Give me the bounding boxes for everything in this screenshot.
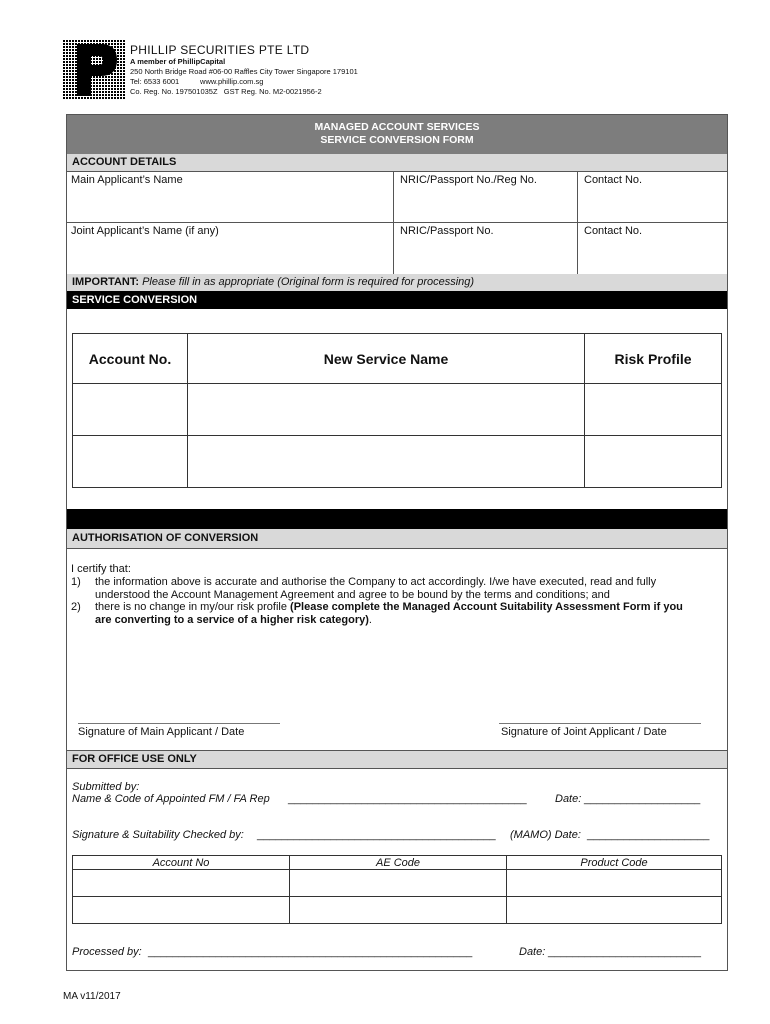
service-conversion-table	[72, 333, 722, 488]
form-title-line2: SERVICE CONVERSION FORM	[320, 134, 474, 146]
table-row	[73, 870, 722, 897]
registration-line: Co. Reg. No. 197501035Z GST Reg. No. M2-0021956-2	[130, 87, 322, 96]
form-title-band	[67, 115, 727, 154]
member-line: A member of PhillipCapital	[130, 57, 226, 66]
joint-nric-label: NRIC/Passport No.	[400, 225, 494, 237]
new-service-name-cell[interactable]	[188, 384, 585, 436]
signature-checked-input[interactable]: _______________________________________	[257, 829, 496, 841]
processed-by-input[interactable]: _____________________________________________________	[148, 946, 473, 958]
new-service-name-cell[interactable]	[188, 436, 585, 488]
column-header-account-no: Account No	[73, 856, 290, 870]
authorisation-heading: AUTHORISATION OF CONVERSION	[67, 529, 727, 548]
certify-item-2-end: .	[368, 613, 372, 626]
divider	[67, 171, 727, 172]
submitted-by-label: Submitted by:	[72, 781, 140, 793]
certify-item-1	[95, 576, 725, 601]
ae-code-cell[interactable]	[290, 870, 507, 897]
form-title-line1: MANAGED ACCOUNT SERVICES	[314, 121, 480, 133]
office-use-table	[72, 855, 722, 924]
name-code-label: Name & Code of Appointed FM / FA Rep	[72, 793, 270, 805]
divider	[67, 768, 727, 769]
divider	[67, 548, 727, 549]
account-no-cell[interactable]	[73, 897, 290, 924]
signature-line-main[interactable]	[78, 723, 280, 724]
processed-date-input[interactable]: _________________________	[548, 946, 701, 958]
black-separator-band	[67, 509, 727, 529]
account-no-cell[interactable]	[73, 384, 188, 436]
office-use-heading: FOR OFFICE USE ONLY	[67, 751, 727, 768]
important-band	[67, 274, 727, 291]
certify-item-1-line1: the information above is accurate and authorise the Company to act accordingly. I/we have executed, read and fully	[95, 576, 657, 588]
account-no-cell[interactable]	[73, 870, 290, 897]
mamo-date-input[interactable]: ____________________	[587, 829, 710, 841]
risk-profile-cell[interactable]	[585, 384, 722, 436]
form-version: MA v11/2017	[63, 991, 121, 1002]
certify-item-2-text: there is no change in my/our risk profile	[95, 601, 291, 613]
account-details-heading: ACCOUNT DETAILS	[67, 154, 727, 171]
address-line: 250 North Bridge Road #06-00 Raffles City Tower Singapore 179101	[130, 67, 358, 76]
main-contact-label: Contact No.	[584, 174, 643, 186]
important-text: Please fill in as appropriate (Original form is required for processing)	[142, 276, 475, 288]
company-address	[130, 67, 358, 97]
contact-line: Tel: 6533 6001 www.phillip.com.sg	[130, 77, 264, 86]
certify-intro: I certify that:	[71, 563, 131, 575]
column-header-risk-profile: Risk Profile	[585, 334, 722, 384]
table-header-row	[73, 856, 722, 870]
processed-by-label: Processed by:	[72, 946, 142, 958]
submitted-date-label: Date:	[555, 793, 582, 805]
signature-joint-label: Signature of Joint Applicant / Date	[501, 726, 667, 738]
table-row	[73, 436, 722, 488]
company-name: PHILLIP SECURITIES PTE LTD	[130, 43, 310, 57]
certify-item-1-line2: understood the Account Management Agreement and agree to be bound by the terms and conditions; and	[95, 588, 610, 601]
joint-contact-label: Contact No.	[584, 225, 643, 237]
submitted-date-input[interactable]: ___________________	[584, 793, 701, 805]
table-row	[73, 897, 722, 924]
main-applicant-name-label: Main Applicant’s Name	[71, 174, 183, 186]
divider	[67, 222, 727, 223]
important-label: IMPORTANT:	[72, 276, 140, 288]
column-header-new-service-name: New Service Name	[188, 334, 585, 384]
ae-code-cell[interactable]	[290, 897, 507, 924]
signature-main-label: Signature of Main Applicant / Date	[78, 726, 245, 738]
column-header-product-code: Product Code	[507, 856, 722, 870]
certify-item-2-note-cont: are converting to a service of a higher risk category)	[95, 613, 369, 626]
certify-item-2-number: 2)	[71, 601, 81, 613]
service-conversion-heading: SERVICE CONVERSION	[67, 291, 727, 309]
table-header-row	[73, 334, 722, 384]
mamo-date-label: (MAMO) Date:	[510, 829, 581, 841]
joint-applicant-name-label: Joint Applicant’s Name (if any)	[71, 225, 219, 237]
risk-profile-cell[interactable]	[585, 436, 722, 488]
signature-checked-label: Signature & Suitability Checked by:	[72, 829, 244, 841]
column-header-account-no: Account No.	[73, 334, 188, 384]
company-logo	[63, 40, 126, 100]
main-nric-label: NRIC/Passport No./Reg No.	[400, 174, 537, 186]
name-code-input[interactable]: _______________________________________	[288, 793, 527, 805]
account-no-cell[interactable]	[73, 436, 188, 488]
product-code-cell[interactable]	[507, 870, 722, 897]
table-row	[73, 384, 722, 436]
certify-item-2-note: (Please complete the Managed Account Suitability Assessment Form if you	[290, 601, 683, 613]
product-code-cell[interactable]	[507, 897, 722, 924]
column-header-ae-code: AE Code	[290, 856, 507, 870]
certify-item-1-number: 1)	[71, 576, 81, 588]
certify-item-2	[95, 601, 725, 626]
signature-line-joint[interactable]	[499, 723, 701, 724]
processed-date-label: Date:	[519, 946, 546, 958]
